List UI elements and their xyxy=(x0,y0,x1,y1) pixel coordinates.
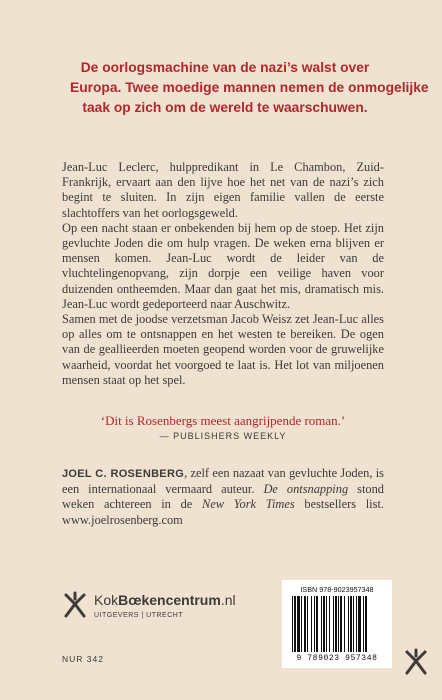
publisher-mark-icon xyxy=(62,590,88,620)
bio-text: bestsellers list. www.joelrosenberg.com xyxy=(62,497,384,527)
newspaper-name: New York Times xyxy=(202,497,295,512)
blurb xyxy=(62,160,384,388)
barcode xyxy=(282,580,392,668)
publisher-name-prefix: Kok xyxy=(94,592,119,608)
publisher-corner-mark-icon xyxy=(403,647,429,677)
tagline-line: Europa. Twee moedige mannen nemen de onmogelijke xyxy=(70,80,429,95)
bio-text: , zelf een nazaat van gevluchte Joden, is een internationaal vermaard auteur. xyxy=(62,466,384,497)
blurb-paragraph: Jean-Luc Leclerc, hulppredikant in Le Chambon, Zuid-Frankrijk, ervaart aan den lijve hoe het net van de nazi’s zich begint te sluiten. In zijn eigen familie vallen de eerste slachtoffers van het oorlogsgeweld. xyxy=(62,160,384,220)
ean-number: 9 789023 957348 xyxy=(296,654,378,663)
bio-text: stond weken achtereen in de xyxy=(62,482,384,512)
barcode-bars xyxy=(291,596,383,654)
nur-code: NUR 342 xyxy=(62,654,104,664)
blurb-paragraph: Op een nacht staan er onbekenden bij hem op de stoep. Het zijn gevluchte Joden die om hulp vragen. De weken erna blijven er mensen komen. Jean-Luc wordt de leider van de vluchtelingenopvang, zijn dorpje een veilige haven voor duizenden ontheemden. Maar dan gaat het mis, dramatisch mis. Jean-Luc wordt gedeporteerd naar Auschwitz. xyxy=(62,220,384,311)
publisher-name-suffix: .nl xyxy=(220,592,236,608)
blurb-paragraph: Samen met de joodse verzetsman Jacob Weisz zet Jean-Luc alles op alles om te ontsnappen en het westen te bereiken. De ogen van de geallieerden moeten geopend worden voor de gruwelijke waarheid, voordat het voorgoed te laat is. Het lot van miljoenen mensen staat op het spel. xyxy=(62,312,384,387)
review-quote xyxy=(62,412,384,441)
tagline-line: De oorlogsmachine van de nazi’s walst over xyxy=(80,60,370,75)
author-bio xyxy=(62,466,384,528)
quote-text: ‘Dit is Rosenbergs meest aangrijpende roman.’ xyxy=(100,413,346,428)
tagline-line: taak op zich om de wereld te waarschuwen. xyxy=(82,100,368,115)
publisher-name-bold: Bœkencentrum xyxy=(118,592,221,608)
publisher-logo xyxy=(62,588,242,628)
isbn-label: ISBN 978-9023957348 xyxy=(300,585,374,594)
quote-source: — PUBLISHERS WEEKLY xyxy=(159,431,287,441)
publisher-subtitle: UITGEVERS | UTRECHT xyxy=(94,612,184,619)
book-title: De ontsnapping xyxy=(263,482,349,497)
publisher-name xyxy=(94,592,236,608)
author-name: JOEL C. ROSENBERG xyxy=(62,468,185,480)
tagline xyxy=(70,58,429,118)
